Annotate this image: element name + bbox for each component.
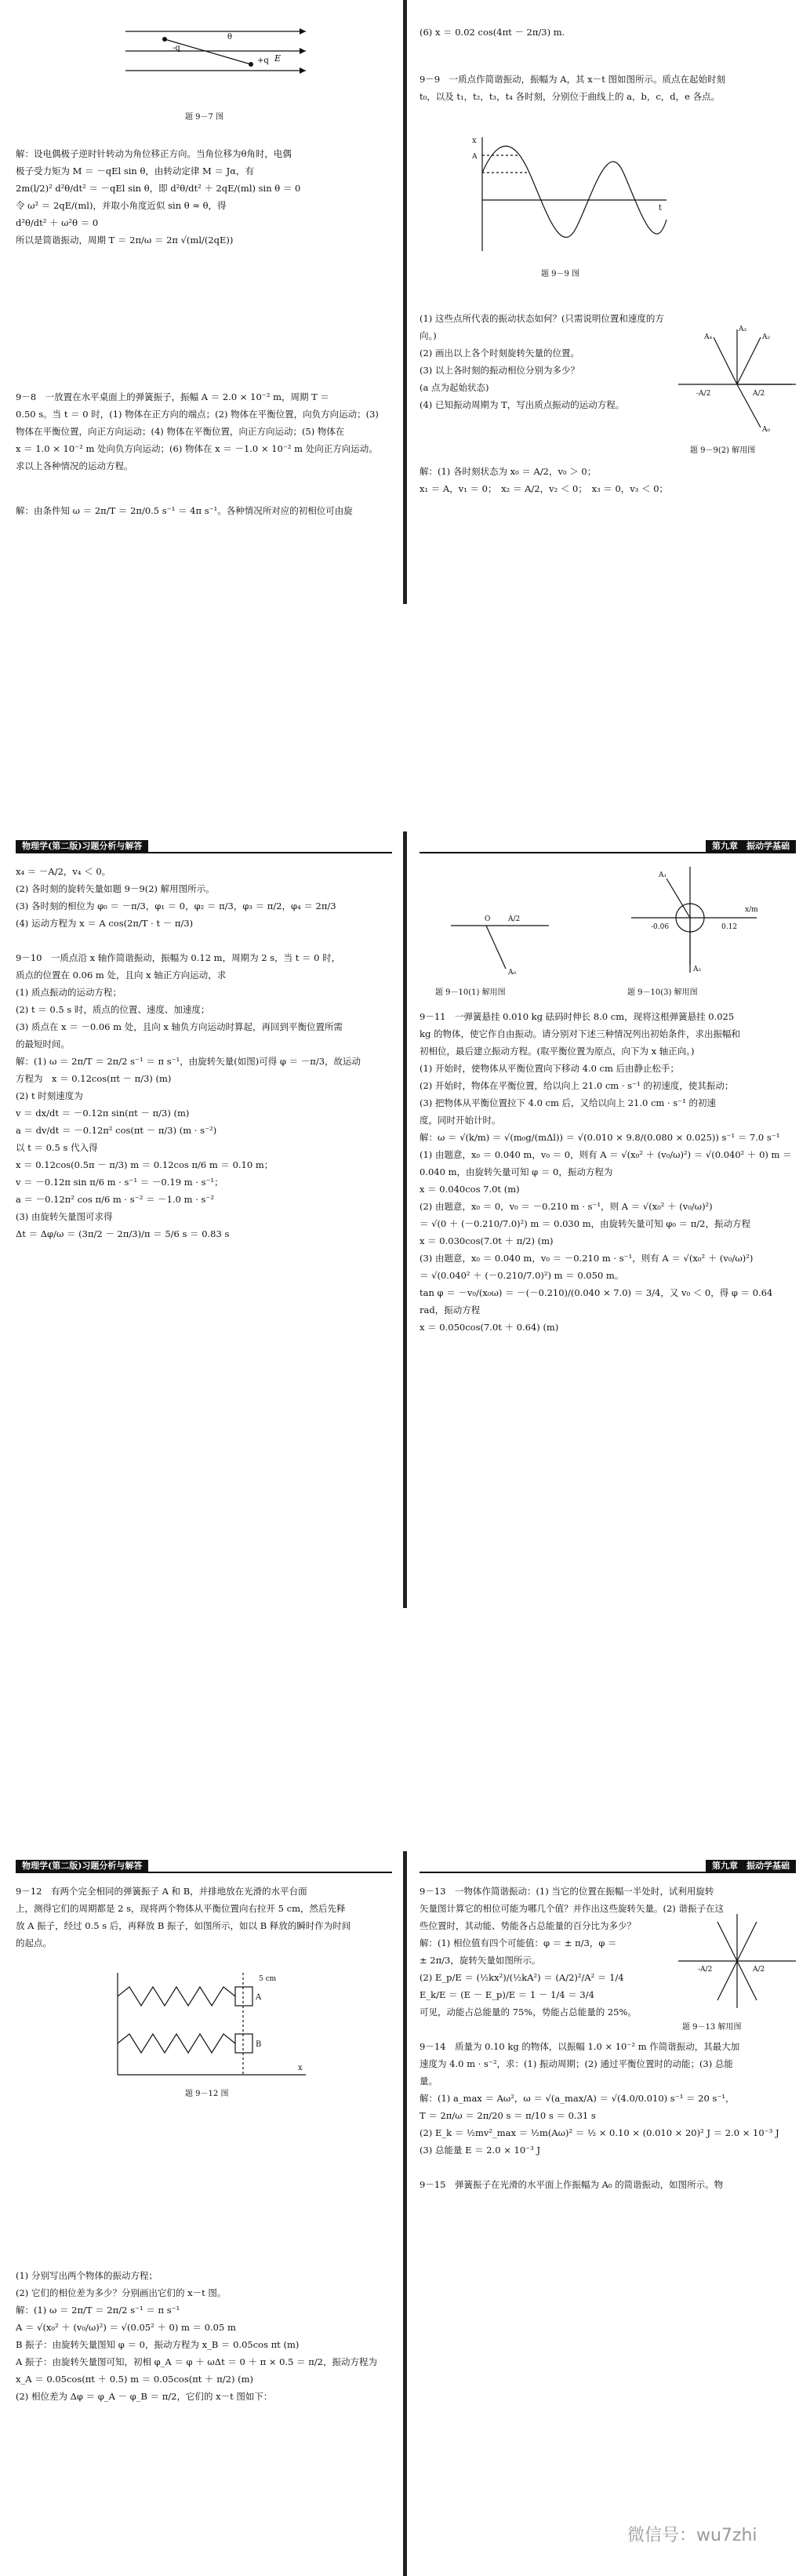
figure-9-12-caption: 题 9－12 图: [185, 2090, 229, 2098]
svg-text:A₄: A₄: [704, 333, 713, 341]
questions-9-9: (1) 这些点所代表的振动状态如何？(只需说明位置和速度的方向。) (2) 画出以上各个时刻旋转矢量的位置。 (3) 以上各时刻的振动相位分别为多少？ (a 点为起始状态) (4) 已知振动周期为 T，写出质点振动的运动方程。: [420, 313, 664, 410]
header-right-text: 第九章 振动学基础: [706, 840, 796, 852]
page-spine: [403, 0, 407, 604]
header-left-text: 物理学(第二版)习题分析与解答: [16, 840, 148, 852]
page-spine: [403, 1851, 407, 2576]
svg-text:A₃: A₃: [739, 326, 747, 333]
solution-9-9: 解：(1) 各时刻状态为 x₀ ＝ A/2，v₀ ＞ 0； x₁ ＝ A，v₁ ＝ 0； x₂ ＝ A/2，v₂ ＜ 0； x₃ ＝ 0，v₃ ＜ 0；: [420, 466, 669, 494]
svg-text:-A/2: -A/2: [696, 390, 711, 398]
page-3: [0, 1851, 810, 2576]
right-column-text: 9－11 一弹簧悬挂 0.010 kg 砝码时伸长 8.0 cm，现将这根弹簧悬挂 0.025 kg 的物体，使它作自由振动。请分别对下述三种情况列出初始条件，求出振幅和 初相位，最后建立振动方程。(取平衡位置为原点，向下为 x 轴正向。) (1) 开始时，使物体从平衡位置向下移动 4.0 cm 后由静止松手； (2) 开始时，物体在平衡位置，给以向上 21.0 cm · s⁻¹ 的初速度，使其振动； (3) 把物体从平衡位置拉下 4.0 cm 后，又给以向上 21.0 cm · s⁻¹ 的初速 度，同时开始计时。 解：ω ＝ √(k/m) ＝ √(m₀g/(mΔl)) ＝ √(0.010 × 9.8/(0.080 × 0.025)) s⁻¹ ＝ 7.0 s⁻¹ (1) 由题意，x₀ ＝ 0.040 m，v₀ ＝ 0，则有 A ＝ √(x₀² ＋ (v₀/ω)²) ＝ √(0.040² ＋ 0) m ＝ 0.040 m，由旋转矢量可知 φ ＝ 0，振动方程为 x ＝ 0.040cos 7.0t (m) (2) 由题意，x₀ ＝ 0，v₀ ＝ －0.210 m · s⁻¹，则 A ＝ √(x₀² ＋ (v₀/ω)²) ＝ √(0 ＋ (－0.210/7.0)²) m ＝ 0.030 m，由旋转矢量可知 φ₀ ＝ π/2，振动方程 x ＝ 0.030cos(7.0t ＋ π/2) (m) (3) 由题意，x₀ ＝ 0.040 m，v₀ ＝ －0.210 m · s⁻¹，则有 A ＝ √(x₀² ＋ (v₀/ω)²) ＝ √(0.040² ＋ (－0.210/7.0)²) m ＝ 0.050 m。 tan φ ＝ －v₀/(x₀ω) ＝ －(－0.210)/(0.040 × 7.0) ＝ 3/4，又 v₀ ＜ 0，得 φ ＝ 0.64 rad，振动方程 x ＝ 0.050cos(7.0t ＋ 0.64) (m): [420, 1011, 792, 1333]
svg-text:A: A: [472, 153, 478, 161]
figure-9-9-caption: 题 9－9 图: [541, 270, 580, 278]
header-right-text: 第九章 振动学基础: [706, 1860, 796, 1872]
svg-text:A: A: [256, 1993, 262, 2002]
figure-9-9-2-caption: 题 9－9(2) 解用图: [690, 446, 756, 455]
svg-text:5 cm: 5 cm: [259, 1975, 277, 1983]
wechat-watermark: 微信号：wu7zhi: [627, 2526, 757, 2545]
figure-9-7-caption: 题 9－7 图: [185, 113, 224, 122]
svg-text:θ: θ: [227, 33, 233, 42]
svg-text:E: E: [274, 53, 282, 64]
equation-6: (6) x ＝ 0.02 cos(4πt － 2π/3) m.: [420, 27, 565, 38]
svg-text:A₁: A₁: [659, 871, 667, 879]
figure-9-10-1-caption: 题 9－10(1) 解用图: [435, 988, 506, 997]
svg-text:0.12: 0.12: [721, 923, 738, 931]
svg-text:x: x: [298, 2064, 303, 2072]
problem-9-12: 9－12 有两个完全相同的弹簧振子 A 和 B，并排地放在光滑的水平台面 上，测得它们的周期都是 2 s，现将两个物体从平衡位置向右拉开 5 cm，然后先释 放 A 振子，经过 0.5 s 后，再释放 B 振子，如图所示，如以 B 释放的瞬时作为时间 的起点。: [16, 1886, 351, 1948]
figure-9-10-3: [627, 863, 761, 981]
figure-9-10-1: [447, 902, 557, 981]
page-1: [0, 0, 810, 604]
svg-text:x/m: x/m: [745, 906, 758, 914]
svg-text:A₂: A₂: [762, 333, 771, 341]
figure-9-10-3-caption: 题 9－10(3) 解用图: [627, 988, 698, 997]
svg-text:A₀: A₀: [762, 426, 771, 434]
page-spine: [403, 831, 407, 1608]
right-column-text: 9－13 一物体作简谐振动：(1) 当它的位置在振幅一半处时，试利用旋转 矢量图计算它的相位可能为哪几个值？并作出这些旋转矢量。(2) 谐振子在这 些位置时，其动能、势能各占总能量的百分比为多少？ 解：(1) 相位值有四个可能值：φ ＝ ± π/3，φ ＝ ± 2π/3，旋转矢量如图所示。 (2) E_p/E ＝ (½kx²)/(½kA²) ＝ (A/2)²/A² ＝ 1/4 E_k/E ＝ (E － E_p)/E ＝ 1 － 1/4 ＝ 3/4 可见，动能占总能量的 75%，势能占总能量的 25%。 9－14 质量为 0.10 kg 的物体，以振幅 1.0 × 10⁻² m 作简谐振动，其最大加 速度为 4.0 m · s⁻²，求：(1) 振动周期；(2) 通过平衡位置时的动能；(3) 总能 量。 解：(1) a_max ＝ Aω²，ω ＝ √(a_max/A) ＝ √(4.0/0.010) s⁻¹ ＝ 20 s⁻¹， T ＝ 2π/ω ＝ 2π/20 s ＝ π/10 s ＝ 0.31 s (2) E_k ＝ ½mv²_max ＝ ½m(Aω)² ＝ ½ × 0.10 × (0.010 × 20)² J ＝ 2.0 × 10⁻³ J (3) 总能量 E ＝ 2.0 × 10⁻³ J 9－15 弹簧振子在光滑的水平面上作振幅为 A₀ 的简谐振动，如图所示。物: [420, 1886, 779, 2190]
svg-text:-q: -q: [173, 44, 180, 53]
figure-9-9-2: [674, 322, 800, 439]
solution-9-7: 解：设电偶极子逆时针转动为角位移正方向。当角位移为θ角时，电偶 极子受力矩为 M ＝ －qEl sin θ，由转动定律 M ＝ Jα，有 2m(l/2)² d²θ/dt² ＝ －qEl sin θ，即 d²θ/dt² ＋ 2qE/(ml) sin θ ＝ 0 令 ω² ＝ 2qE/(ml)，并取小角度近似 sin θ ≈ θ，得 d²θ/dt² ＋ ω²θ ＝ 0 所以是简谐振动，周期 T ＝ 2π/ω ＝ 2π √(ml/(2qE)): [16, 148, 301, 246]
svg-text:A/2: A/2: [753, 1966, 765, 1974]
figure-9-7: [118, 16, 314, 94]
page-header-right: [420, 1859, 796, 1873]
solution-9-8: 解：由条件知 ω ＝ 2π/T ＝ 2π/0.5 s⁻¹ ＝ 4π s⁻¹。各种情况所对应的初相位可由旋: [16, 505, 353, 516]
svg-text:A₀: A₀: [508, 969, 517, 977]
svg-text:A/2: A/2: [508, 915, 521, 923]
problem-9-8: 9－8 一放置在水平桌面上的弹簧振子，振幅 A ＝ 2.0 × 10⁻² m，周期 T ＝ 0.50 s。当 t ＝ 0 时，(1) 物体在正方向的端点；(2) 物体在平衡位置，向负方向运动；(3) 物体在平衡位置，向正方向运动；(4) 物体在平衡位置，向正方向运动；(5) 物体在 x ＝ 1.0 × 10⁻² m 处向负方向运动；(6) 物体在 x ＝ －1.0 × 10⁻² m 处向正方向运动。 求以上各种情况的运动方程。: [16, 391, 379, 471]
svg-text:t: t: [659, 204, 663, 213]
page-2: [0, 831, 810, 1608]
svg-text:A/2: A/2: [753, 390, 765, 398]
figure-9-13-caption: 题 9－13 解用图: [682, 2023, 742, 2032]
page-header-left: [16, 839, 392, 853]
left-column-text: x₄ ＝ －A/2，v₄ ＜ 0。 (2) 各时刻的旋转矢量如题 9－9(2) 解用图所示。 (3) 各时刻的相位为 φ₀ ＝ －π/3，φ₁ ＝ 0，φ₂ ＝ π/3，φ₃ ＝ π/2，φ₄ ＝ 2π/3 (4) 运动方程为 x ＝ A cos(2π/T · t － π/3) 9－10 一质点沿 x 轴作简谐振动，振幅为 0.12 m，周期为 2 s，当 t ＝ 0 时， 质点的位置在 0.06 m 处，且向 x 轴正方向运动，求 (1) 质点振动的运动方程； (2) t ＝ 0.5 s 时，质点的位置、速度、加速度； (3) 质点在 x ＝ －0.06 m 处，且向 x 轴负方向运动时算起，再回到平衡位置所需 的最短时间。 解：(1) ω ＝ 2π/T ＝ 2π/2 s⁻¹ ＝ π s⁻¹，由旋转矢量(如图)可得 φ ＝ －π/3，故运动 方程为 x ＝ 0.12cos(πt － π/3) (m) (2) t 时刻速度为 v ＝ dx/dt ＝ －0.12π sin(πt － π/3) (m) a ＝ dv/dt ＝ －0.12π² cos(πt － π/3) (m · s⁻²) 以 t ＝ 0.5 s 代入得 x ＝ 0.12cos(0.5π － π/3) m ＝ 0.12cos π/6 m ＝ 0.10 m； v ＝ －0.12π sin π/6 m · s⁻¹ ＝ －0.19 m · s⁻¹； a ＝ －0.12π² cos π/6 m · s⁻² ＝ －1.0 m · s⁻² (3) 由旋转矢量图可求得 Δt ＝ Δφ/ω ＝ (3π/2 － 2π/3)/π ＝ 5/6 s ＝ 0.83 s: [16, 866, 361, 1239]
figure-9-12: [102, 1965, 314, 2083]
svg-text:-0.06: -0.06: [651, 923, 670, 931]
left-column-text: (1) 分别写出两个物体的振动方程； (2) 它们的相位差为多少？分别画出它们的 x－t 图。 解：(1) ω ＝ 2π/T ＝ 2π/2 s⁻¹ ＝ π s⁻¹ A ＝ √(x₀² ＋ (v₀/ω)²) ＝ √(0.05² ＋ 0) m ＝ 0.05 m B 振子：由旋转矢量图知 φ ＝ 0，振动方程为 x_B ＝ 0.05cos πt (m) A 振子：由旋转矢量图可知，初相 φ_A ＝ φ ＋ ωΔt ＝ 0 ＋ π × 0.5 ＝ π/2，振动方程为 x_A ＝ 0.05cos(πt ＋ 0.5) m ＝ 0.05cos(πt ＋ π/2) (m) (2) 相位差为 Δφ ＝ φ_A － φ_B ＝ π/2，它们的 x－t 图如下：: [16, 2270, 377, 2402]
page-header-left: [16, 1859, 392, 1873]
figure-9-13: [674, 1910, 800, 2012]
figure-9-9: [470, 133, 674, 259]
page-header-right: [420, 839, 796, 853]
svg-text:A₂: A₂: [693, 966, 702, 973]
svg-text:B: B: [256, 2040, 262, 2049]
header-left-text: 物理学(第二版)习题分析与解答: [16, 1860, 148, 1872]
svg-text:x: x: [472, 136, 477, 145]
problem-9-9: 9－9 一质点作简谐振动，振幅为 A，其 x－t 图如图所示。质点在起始时刻 t₀，以及 t₁，t₂，t₃，t₄ 各时刻，分别位于曲线上的 a，b，c，d，e 各点。: [420, 74, 726, 102]
svg-text:-A/2: -A/2: [698, 1966, 713, 1974]
svg-text:+q: +q: [257, 56, 269, 65]
svg-text:O: O: [485, 915, 491, 923]
